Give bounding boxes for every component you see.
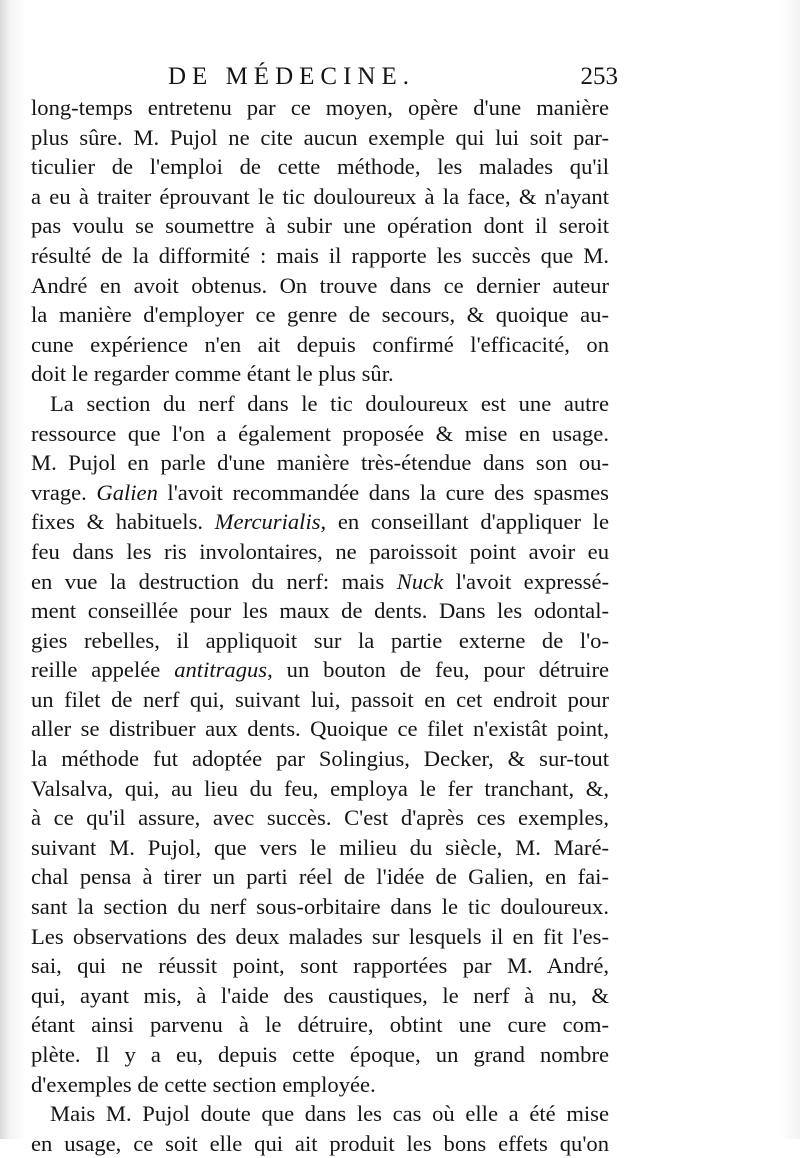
italic-name: Nuck xyxy=(396,568,444,594)
text-line xyxy=(31,507,609,537)
text-segment: fixes & habituels. xyxy=(31,509,215,535)
text-line: sant la section du nerf sous-orbitaire dans le tic douloureux. xyxy=(31,894,609,920)
text-line: d'exemples de cette section employée. xyxy=(31,1071,376,1097)
text-line: ment conseillée pour les maux de dents. Dans les odontal- xyxy=(31,598,609,624)
text-line: étant ainsi parvenu à le détruire, obtint une cure com- xyxy=(31,1012,609,1038)
text-line: sai, qui ne réussit point, sont rapportées par M. André, xyxy=(31,953,609,979)
page-header xyxy=(168,60,618,94)
text-line: la manière d'employer ce genre de secours, & quoique au- xyxy=(31,302,609,328)
text-line: ticulier de l'emploi de cette méthode, les malades qu'il xyxy=(31,154,609,180)
text-line: la méthode fut adoptée par Solingius, Decker, & sur-tout xyxy=(31,746,609,772)
text-segment: l'avoit recommandée dans la cure des spasmes xyxy=(157,479,609,505)
text-line: La section du nerf dans le tic douloureux est une autre xyxy=(50,390,609,416)
text-line: suivant M. Pujol, que vers le milieu du siècle, M. Maré- xyxy=(31,834,609,860)
text-line: à ce qu'il assure, avec succès. C'est d'après ces exemples, xyxy=(31,805,609,831)
text-line: plète. Il y a eu, depuis cette époque, un grand nombre xyxy=(31,1042,609,1067)
text-line: a eu à traiter éprouvant le tic douloureux à la face, & n'ayant xyxy=(31,183,609,209)
page-number: 253 xyxy=(580,63,618,90)
text-line: qui, ayant mis, à l'aide des caustiques, le nerf à nu, & xyxy=(31,982,609,1008)
text-segment: , en conseillant d'appliquer le xyxy=(320,509,609,535)
text-line xyxy=(31,655,609,685)
text-line: long-temps entretenu par ce moyen, opère d'une manière xyxy=(31,95,609,120)
text-segment: l'avoit expressé- xyxy=(443,568,609,594)
text-line: aller se distribuer aux dents. Quoique ce filet n'existât point, xyxy=(31,716,609,742)
text-line: en usage, ce soit elle qui ait produit les bons effets qu'on xyxy=(31,1130,609,1156)
text-line: ressource que l'on a également proposée & mise en usage. xyxy=(31,420,609,446)
text-line: feu dans les ris involontaires, ne paroissoit point avoir eu xyxy=(31,538,609,564)
paragraph xyxy=(31,1099,609,1158)
text-line: M. Pujol en parle d'une manière très-étendue dans son ou- xyxy=(31,450,609,476)
text-segment: vrage. xyxy=(31,479,97,505)
running-title: DE MÉDECINE. xyxy=(168,63,415,90)
body-text xyxy=(31,93,609,1158)
text-line: résulté de la difformité : mais il rapporte les succès que M. xyxy=(31,242,609,268)
text-line: André en avoit obtenus. On trouve dans ce dernier auteur xyxy=(31,272,609,298)
text-line: plus sûre. M. Pujol ne cite aucun exemple qui lui soit par- xyxy=(31,124,609,150)
text-line: un filet de nerf qui, suivant lui, passoit en cet endroit pour xyxy=(31,686,609,712)
italic-name: Galien xyxy=(96,479,158,505)
text-line: cune expérience n'en ait depuis confirmé l'efficacité, on xyxy=(31,331,609,357)
text-line: chal pensa à tirer un parti réel de l'idée de Galien, en fai- xyxy=(31,864,609,890)
paragraph xyxy=(31,389,609,1099)
text-line: Valsalva, qui, au lieu du feu, employa le fer tranchant, &, xyxy=(31,775,609,801)
text-segment: en vue la destruction du nerf: mais xyxy=(31,568,397,594)
italic-term: antitragus xyxy=(174,657,268,683)
text-line: doit le regarder comme étant le plus sûr. xyxy=(31,361,394,387)
paragraph xyxy=(31,93,609,389)
italic-name: Mercurialis xyxy=(214,509,321,535)
text-segment: reille appelée xyxy=(31,657,175,683)
text-line: Les observations des deux malades sur lesquels il en fit l'es- xyxy=(31,923,609,949)
text-line: pas voulu se soumettre à subir une opération dont il seroit xyxy=(31,213,609,239)
text-line xyxy=(31,567,609,597)
text-line: Mais M. Pujol doute que dans les cas où elle a été mise xyxy=(50,1101,609,1127)
text-line xyxy=(31,478,609,508)
text-line: gies rebelles, il appliquoit sur la partie externe de l'o- xyxy=(31,627,609,653)
text-segment: , un bouton de feu, pour détruire xyxy=(267,657,609,683)
